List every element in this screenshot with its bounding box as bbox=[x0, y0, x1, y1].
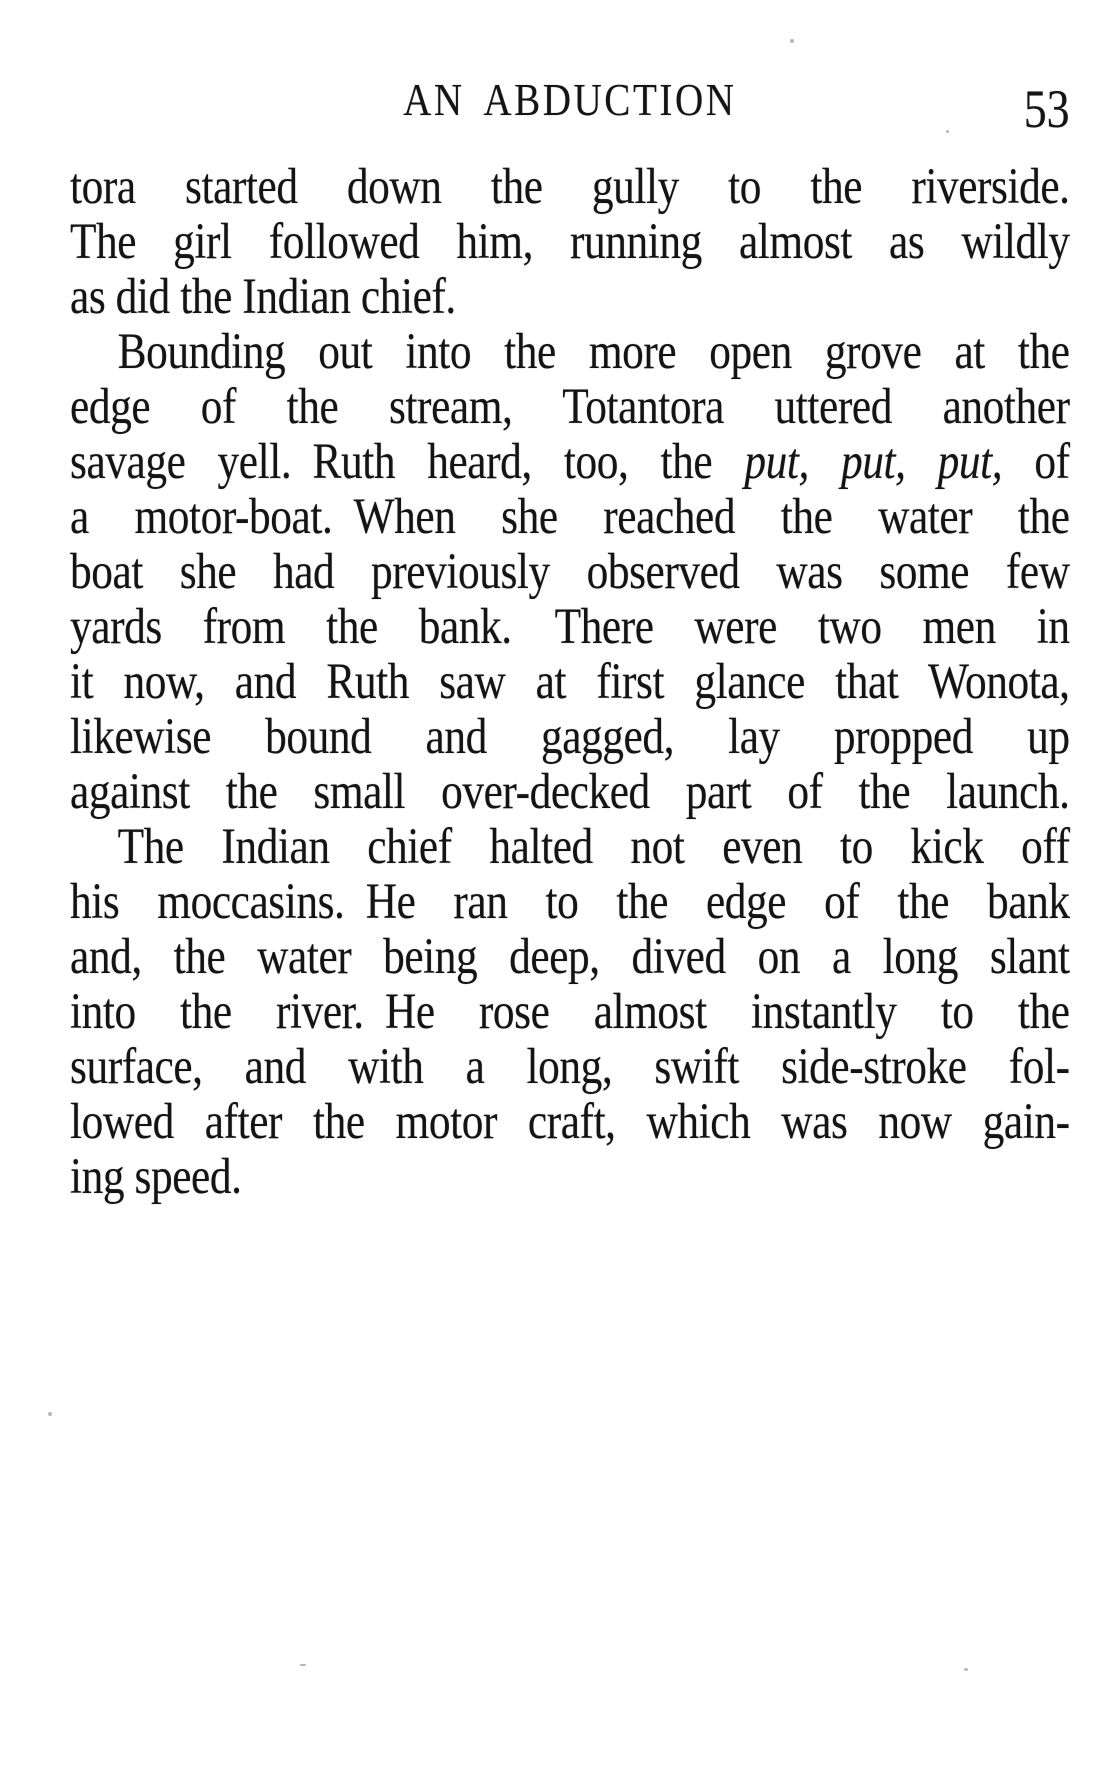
text-line bbox=[70, 325, 1070, 380]
text-segment: into the river. He rose almost instantly to the bbox=[70, 984, 1070, 1040]
scan-speck bbox=[300, 1664, 306, 1666]
text-segment: against the small over-decked part of the launch. bbox=[70, 764, 1070, 820]
text-segment: ing speed. bbox=[70, 1149, 242, 1205]
paragraph bbox=[70, 325, 1070, 820]
text-line bbox=[70, 380, 1070, 435]
text-line bbox=[70, 655, 1070, 710]
text-segment: edge of the stream, Totantora uttered another bbox=[70, 379, 1070, 435]
text-segment: and, the water being deep, dived on a long slant bbox=[70, 929, 1070, 985]
text-segment: The Indian chief halted not even to kick off bbox=[117, 819, 1070, 875]
text-segment: savage yell. Ruth heard, too, the bbox=[70, 434, 745, 490]
paragraph bbox=[70, 160, 1070, 325]
scan-speck bbox=[790, 39, 794, 43]
text-line bbox=[70, 215, 1070, 270]
text-segment: his moccasins. He ran to the edge of the bank bbox=[70, 874, 1070, 930]
text-line bbox=[70, 490, 1070, 545]
text-line bbox=[70, 545, 1070, 600]
scan-speck bbox=[946, 130, 949, 133]
text-segment: of bbox=[1002, 434, 1070, 490]
text-segment: The girl followed him, running almost as wildly bbox=[70, 214, 1070, 270]
text-line bbox=[70, 600, 1070, 655]
text-segment: surface, and with a long, swift side-stroke fol- bbox=[70, 1039, 1070, 1095]
scan-speck bbox=[964, 1668, 968, 1671]
text-line bbox=[70, 1150, 1070, 1205]
text-line bbox=[70, 160, 1070, 215]
text-line bbox=[70, 1095, 1070, 1150]
running-header-title: AN ABDUCTION bbox=[403, 74, 737, 125]
scan-speck bbox=[48, 1412, 52, 1416]
text-line bbox=[70, 820, 1070, 875]
text-line bbox=[70, 435, 1070, 490]
text-segment: lowed after the motor craft, which was now gain- bbox=[70, 1094, 1070, 1150]
text-segment: likewise bound and gagged, lay propped up bbox=[70, 709, 1070, 765]
text-line bbox=[70, 765, 1070, 820]
text-segment: put, put, put, bbox=[744, 434, 1003, 490]
text-column bbox=[70, 0, 1070, 1775]
page-text bbox=[70, 160, 1070, 1205]
text-segment: boat she had previously observed was some few bbox=[70, 544, 1070, 600]
text-segment: it now, and Ruth saw at first glance that Wonota, bbox=[70, 654, 1070, 710]
text-segment: a motor-boat. When she reached the water the bbox=[70, 489, 1070, 545]
text-segment: Bounding out into the more open grove at the bbox=[117, 324, 1070, 380]
text-line bbox=[70, 985, 1070, 1040]
paragraph bbox=[70, 820, 1070, 1205]
text-line bbox=[70, 270, 1070, 325]
text-line bbox=[70, 1040, 1070, 1095]
text-segment: tora started down the gully to the riverside. bbox=[70, 159, 1070, 215]
text-line bbox=[70, 875, 1070, 930]
text-line bbox=[70, 930, 1070, 985]
text-segment: as did the Indian chief. bbox=[70, 269, 456, 325]
page-number: 53 bbox=[1023, 79, 1070, 139]
text-line bbox=[70, 710, 1070, 765]
text-segment: yards from the bank. There were two men in bbox=[70, 599, 1070, 655]
